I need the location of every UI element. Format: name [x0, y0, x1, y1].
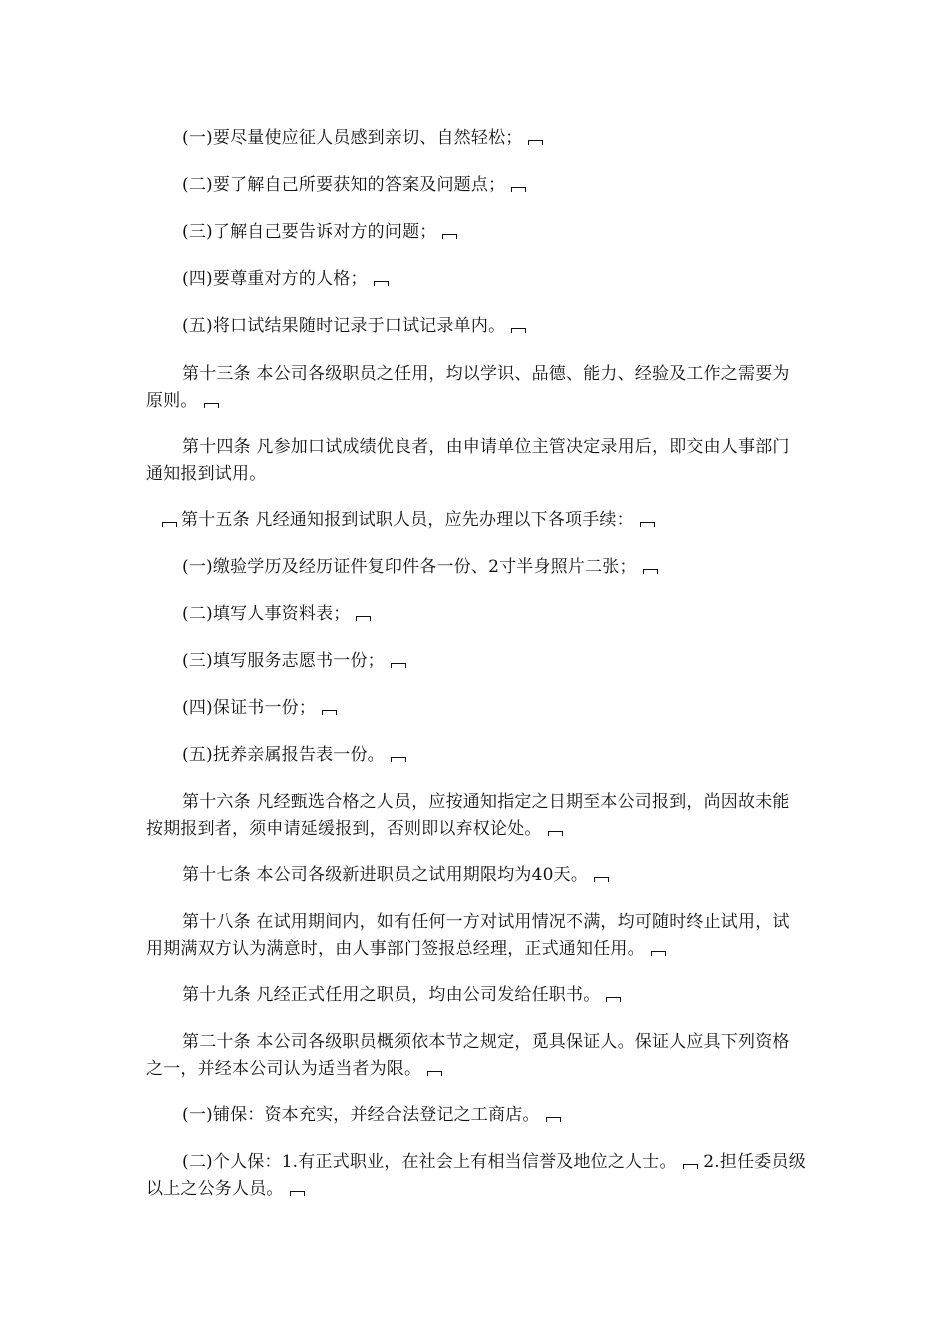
paragraph-text: 第十八条 在试用期间内，如有任何一方对试用情况不满，均可随时终止试用，试用期满双方认为满意时，由人事部门签报总经理，正式通知任用。 [146, 912, 790, 959]
clause-item-5 [146, 313, 806, 340]
paragraph-mark-icon [594, 877, 609, 882]
clause-item-4 [146, 266, 806, 293]
procedure-item-5 [146, 742, 806, 769]
paragraph-mark-icon [204, 403, 219, 408]
procedure-item-3 [146, 648, 806, 675]
paragraph-mark-icon [546, 1117, 561, 1122]
paragraph-text: (一)要尽量使应征人员感到亲切、自然轻松； [182, 128, 523, 148]
paragraph-text: (四)保证书一份； [182, 698, 317, 718]
paragraph-mark-icon [511, 187, 526, 192]
procedure-item-2 [146, 601, 806, 628]
paragraph-mark-icon [606, 997, 621, 1002]
paragraph-text: 2.担任委员级以上之公务人员。 [146, 1152, 806, 1199]
paragraph-mark-icon [374, 281, 389, 286]
paragraph-mark-icon [528, 140, 543, 145]
paragraph-text: 第十四条 凡参加口试成绩优良者，由申请单位主管决定录用后，即交由人事部门通知报到试用。 [146, 437, 790, 484]
paragraph-text: (四)要尊重对方的人格； [182, 269, 368, 289]
paragraph-text: (二)填写人事资料表； [182, 604, 351, 624]
paragraph-text: 第十六条 凡经甄选合格之人员，应按通知指定之日期至本公司报到，尚因故未能按期报到者，须申请延缓报到，否则即以弃权论处。 [146, 792, 790, 839]
paragraph-text: 第十三条 本公司各级职员之任用，均以学识、品德、能力、经验及工作之需要为原则。 [146, 364, 790, 411]
paragraph-text: (五)抚养亲属报告表一份。 [182, 745, 385, 765]
paragraph-mark-icon [391, 757, 406, 762]
article-19 [146, 982, 806, 1009]
paragraph-text: (一)缴验学历及经历证件复印件各一份、2寸半身照片二张； [182, 557, 637, 577]
paragraph-text: 第十九条 凡经正式任用之职员，均由公司发给任职书。 [182, 985, 601, 1005]
guarantee-item-2 [146, 1149, 806, 1203]
article-16 [146, 789, 806, 843]
paragraph-mark-icon [356, 616, 371, 621]
paragraph-text: (二)要了解自己所要获知的答案及问题点； [182, 175, 506, 195]
paragraph-text: (五)将口试结果随时记录于口试记录单内。 [182, 316, 506, 336]
paragraph-text: 第二十条 本公司各级职员概须依本节之规定，觅具保证人。保证人应具下列资格之一，并经本公司认为适当者为限。 [146, 1032, 790, 1079]
paragraph-mark-icon [427, 1071, 442, 1076]
paragraph-mark-icon [643, 569, 658, 574]
clause-item-1 [146, 125, 806, 152]
paragraph-mark-icon [442, 234, 457, 239]
paragraph-mark-icon [290, 1191, 305, 1196]
paragraph-text: (三)填写服务志愿书一份； [182, 651, 385, 671]
guarantee-item-1 [146, 1102, 806, 1129]
article-20 [146, 1029, 806, 1083]
paragraph-text: (三)了解自己要告诉对方的问题； [182, 222, 437, 242]
article-18 [146, 909, 806, 963]
paragraph-text: 第十七条 本公司各级新进职员之试用期限均为40天。 [182, 865, 589, 885]
paragraph-mark-icon [511, 328, 526, 333]
procedure-item-4 [146, 695, 806, 722]
procedure-item-1 [146, 554, 806, 581]
article-17 [146, 862, 806, 889]
article-13 [146, 361, 806, 415]
paragraph-text: (一)铺保：资本充实，并经合法登记之工商店。 [182, 1105, 540, 1125]
clause-item-2 [146, 172, 806, 199]
paragraph-mark-icon [391, 663, 406, 668]
paragraph-text: (二)个人保：1.有正式职业，在社会上有相当信誉及地位之人士。 [182, 1152, 677, 1172]
paragraph-mark-icon [683, 1164, 698, 1169]
paragraph-mark-icon [162, 522, 177, 527]
paragraph-text: 第十五条 凡经通知报到试职人员，应先办理以下各项手续： [181, 510, 634, 530]
article-15 [146, 507, 806, 534]
article-14 [146, 434, 806, 488]
paragraph-mark-icon [640, 522, 655, 527]
paragraph-mark-icon [322, 710, 337, 715]
paragraph-mark-icon [548, 831, 563, 836]
paragraph-mark-icon [651, 951, 666, 956]
clause-item-3 [146, 219, 806, 246]
